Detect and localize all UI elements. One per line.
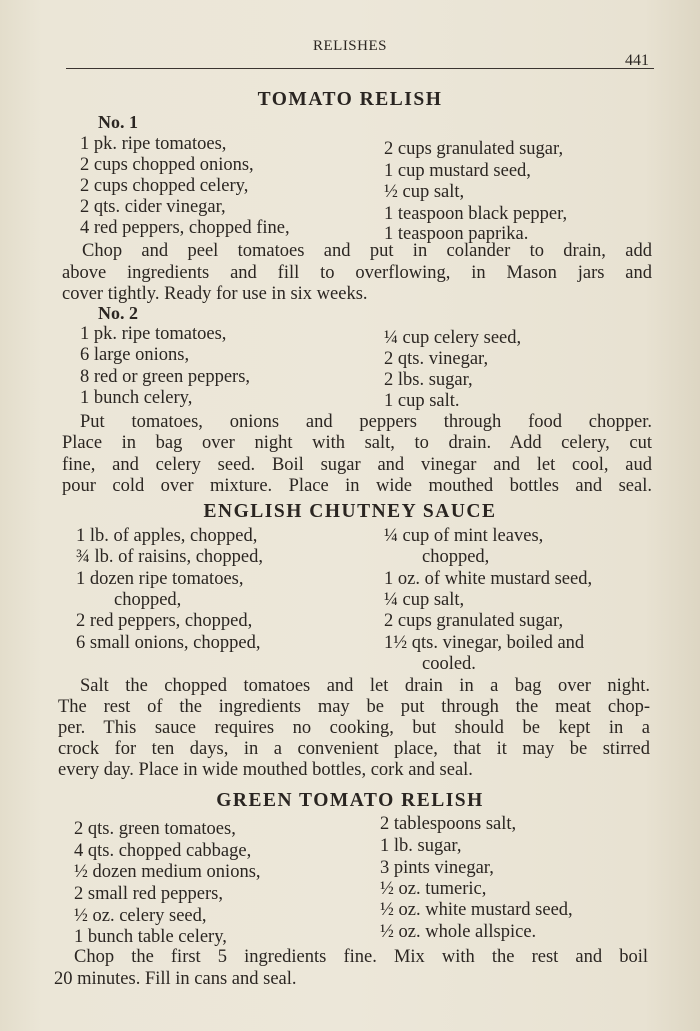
ingredient: 6 large onions, [80, 345, 190, 365]
directions-line: every day. Place in wide mouthed bottles, cork and seal. [58, 760, 473, 780]
ingredient: 6 small onions, chopped, [76, 633, 261, 653]
ingredient: ½ cup salt, [384, 182, 465, 202]
ingredient: 1 dozen ripe tomatoes, [76, 569, 244, 589]
ingredient: ¼ cup salt, [384, 590, 465, 610]
ingredient: ½ oz. celery seed, [74, 906, 207, 926]
ingredient: 2 cups granulated sugar, [384, 611, 564, 631]
ingredient: ½ oz. tumeric, [380, 879, 487, 899]
ingredient: 2 qts. vinegar, [384, 349, 489, 369]
directions-line: per. This sauce requires no cooking, but should be kept in a [58, 718, 650, 738]
directions-line: cover tightly. Ready for use in six weeks. [62, 284, 368, 304]
ingredient: 1 pk. ripe tomatoes, [80, 324, 227, 344]
ingredient: 1 lb. of apples, chopped, [76, 526, 258, 546]
ingredient: cooled. [422, 654, 476, 674]
ingredient: 1½ qts. vinegar, boiled and [384, 633, 585, 653]
ingredient: chopped, [114, 590, 182, 610]
ingredient: ¼ cup of mint leaves, [384, 526, 544, 546]
ingredient: 2 tablespoons salt, [380, 814, 517, 834]
ingredient: 2 cups chopped celery, [80, 176, 249, 196]
ingredient: 1 oz. of white mustard seed, [384, 569, 593, 589]
ingredient: 2 small red peppers, [74, 884, 223, 904]
running-head: RELISHES [312, 38, 387, 54]
ingredient: 1 bunch table celery, [74, 927, 227, 947]
ingredient: 1 cup mustard seed, [384, 161, 531, 181]
directions-line: Chop and peel tomatoes and put in colander to drain, add [82, 241, 652, 261]
ingredient: 2 cups chopped onions, [80, 155, 254, 175]
ingredient: 2 qts. cider vinegar, [80, 197, 226, 217]
directions-line: crock for ten days, in a convenient place, that it may be stirred [58, 739, 650, 759]
ingredient: ¼ cup celery seed, [384, 328, 522, 348]
directions-line: Put tomatoes, onions and peppers through food chopper. [80, 412, 652, 432]
ingredient: 4 qts. chopped cabbage, [74, 841, 252, 861]
ingredient: 4 red peppers, chopped fine, [80, 218, 290, 238]
ingredient: chopped, [422, 547, 490, 567]
ingredient: ¾ lb. of raisins, chopped, [76, 547, 264, 567]
recipe-variant-label: No. 2 [98, 303, 138, 323]
ingredient: 1 teaspoon black pepper, [384, 204, 568, 224]
ingredient: 1 cup salt. [384, 391, 460, 411]
ingredient: 2 cups granulated sugar, [384, 139, 564, 159]
directions-line: Salt the chopped tomatoes and let drain in a bag over night. [80, 676, 650, 696]
ingredient: 3 pints vinegar, [380, 858, 494, 878]
ingredient: ½ oz. whole allspice. [380, 922, 537, 942]
ingredient: 2 lbs. sugar, [384, 370, 473, 390]
recipe-title: ENGLISH CHUTNEY SAUCE [203, 501, 497, 522]
directions-line: fine, and celery seed. Boil sugar and vinegar and let cool, aud [62, 455, 652, 475]
recipe-title: GREEN TOMATO RELISH [216, 790, 484, 811]
ingredient: 1 bunch celery, [80, 388, 193, 408]
ingredient: 8 red or green peppers, [80, 367, 251, 387]
ingredient: 1 pk. ripe tomatoes, [80, 134, 227, 154]
directions-line: Chop the first 5 ingredients fine. Mix with the rest and boil [74, 947, 648, 967]
directions-line: 20 minutes. Fill in cans and seal. [54, 969, 297, 989]
directions-line: Place in bag over night with salt, to drain. Add celery, cut [62, 433, 652, 453]
ingredient: 2 qts. green tomatoes, [74, 819, 236, 839]
recipe-title: TOMATO RELISH [257, 89, 443, 110]
directions-line: The rest of the ingredients may be put through the meat chop- [58, 697, 650, 717]
directions-line: above ingredients and fill to overflowing, in Mason jars and [62, 263, 652, 283]
ingredient: ½ dozen medium onions, [74, 862, 261, 882]
directions-line: pour cold over mixture. Place in wide mouthed bottles and seal. [62, 476, 652, 496]
ingredient: 1 lb. sugar, [380, 836, 462, 856]
recipe-variant-label: No. 1 [98, 112, 138, 132]
ingredient: 2 red peppers, chopped, [76, 611, 253, 631]
ingredient: ½ oz. white mustard seed, [380, 900, 573, 920]
ingredient: 1 teaspoon paprika. [384, 224, 529, 244]
page-number: 441 [625, 52, 649, 69]
